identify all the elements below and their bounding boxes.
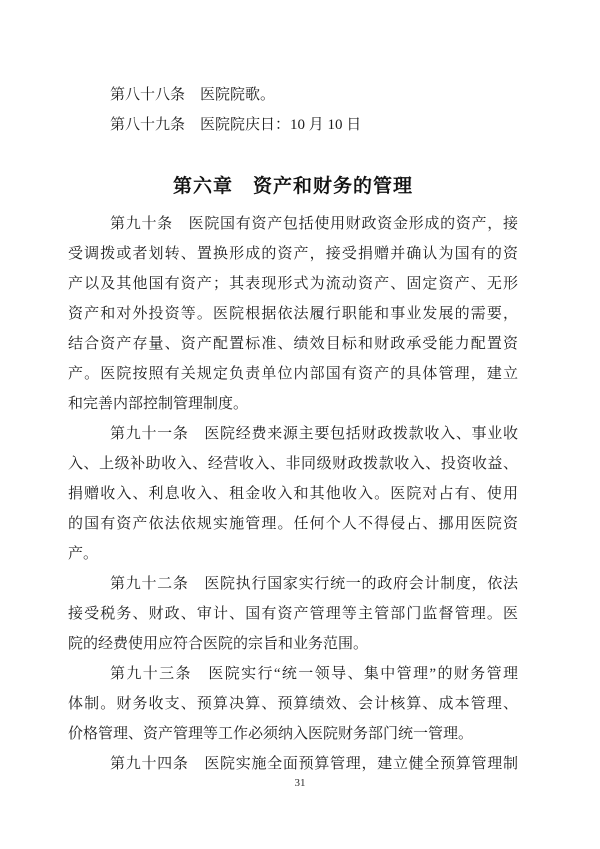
page-number: 31 [294,777,306,789]
text-line: 产。医院按照有关规定负责单位内部国有资产的具体管理，建立 [68,366,518,382]
text-line: 受调拨或者划转、置换形成的资产，接受捐赠并确认为国有的资 [68,246,518,262]
article-paragraph [68,659,518,749]
text-line: 捐赠收入、利息收入、租金收入和其他收入。医院对占有、使用 [68,486,518,502]
text-line: 和完善内部控制管理制度。 [68,396,249,412]
text-line: 产。 [68,546,99,562]
text-line: 结合资产存量、资产配置标准、绩效目标和财政承受能力配置资 [68,336,518,352]
article-paragraph [68,209,518,419]
article-paragraph [68,749,518,779]
text-line: 第九十四条 医院实施全面预算管理，建立健全预算管理制 [110,756,518,772]
text-line: 的国有资产依法依规实施管理。任何个人不得侵占、挪用医院资 [68,516,518,532]
text-line: 资产和对外投资等。医院根据依法履行职能和事业发展的需要， [68,306,518,322]
text-line: 第九十一条 医院经费来源主要包括财政拨款收入、事业收 [110,426,518,442]
text-line: 体制。财务收支、预算决算、预算绩效、会计核算、成本管理、 [68,696,518,712]
text-line: 入、上级补助收入、经营收入、非同级财政拨款收入、投资收益、 [68,456,518,472]
text-line: 产以及其他国有资产；其表现形式为流动资产、固定资产、无形 [68,276,518,292]
article-line-89: 第八十九条 医院院庆日：10 月 10 日 [110,117,362,133]
article-paragraphs [68,209,518,779]
text-line: 第九十三条 医院实行“统一领导、集中管理”的财务管理 [110,666,518,682]
chapter-heading: 第六章 资产和财务的管理 [172,176,413,197]
text-line: 接受税务、财政、审计、国有资产管理等主管部门监督管理。医 [68,606,518,622]
text-line: 第九十二条 医院执行国家实行统一的政府会计制度，依法 [110,576,518,592]
text-line: 院的经费使用应符合医院的宗旨和业务范围。 [68,636,369,652]
article-line-88: 第八十八条 医院院歌。 [110,87,276,103]
article-paragraph [68,419,518,569]
page-content [68,80,518,779]
article-paragraph [68,569,518,659]
text-line: 价格管理、资产管理等工作必须纳入医院财务部门统一管理。 [68,726,474,742]
text-line: 第九十条 医院国有资产包括使用财政资金形成的资产，接 [110,216,518,232]
